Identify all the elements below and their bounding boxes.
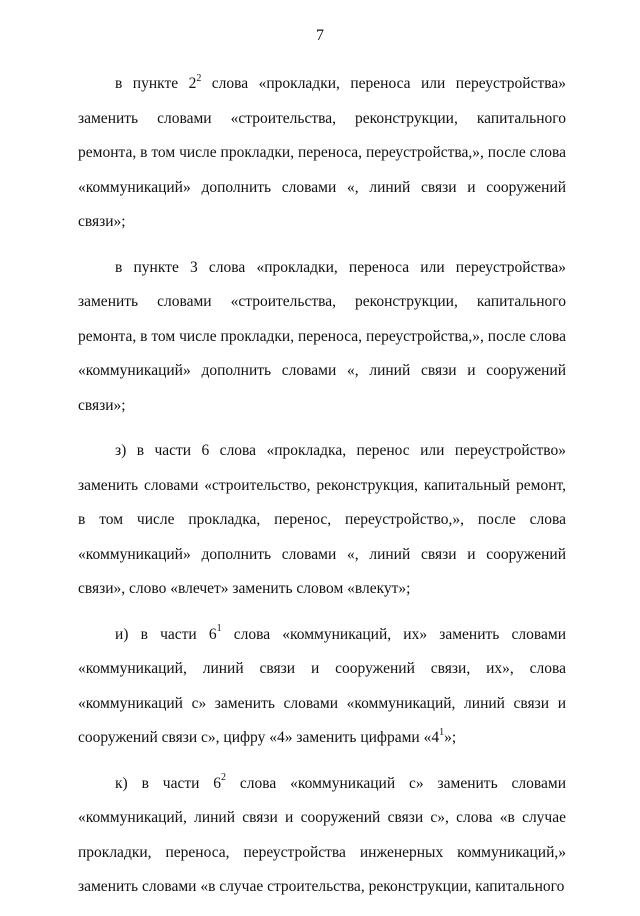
paragraph-text: в пункте 2 xyxy=(115,75,197,92)
paragraph-text: слова «коммуникаций, их» заменить словами «коммуникаций, линий связи и сооружений связи, их», слова «коммуникаций с» заменить словами «коммуникаций, линий связи и сооружений связи с», цифру «4» заменить цифрами «4 xyxy=(78,625,566,746)
paragraph-text: слова «прокладки, переноса или переустройства» заменить словами «строительства, реконструкции, капитального ремонта, в том числе прокладки, переноса, переустройства,», после слова «коммуникаций» дополнить словами «, линий связи и сооружений связи»; xyxy=(78,75,566,230)
superscript: 2 xyxy=(196,72,202,84)
paragraph-text: в пункте 3 слова «прокладки, переноса или переустройства» заменить словами «строительства, реконструкции, капитального ремонта, в том числе прокладки, переноса, переустройства,», после слова «коммуникаций» дополнить словами «, линий связи и сооружений связи»; xyxy=(78,258,566,414)
document-body xyxy=(78,67,566,916)
paragraph-text: к) в части 6 xyxy=(115,774,222,792)
paragraph-text: з) в части 6 слова «прокладка, перенос или переустройство» заменить словами «строительство, реконструкция, капитальный ремонт, в том числе прокладка, перенос, переустройство,», после слова «коммуникаций» дополнить словами «, линий связи и сооружений связи», слово «влечет» заменить словом «влекут»; xyxy=(78,442,566,597)
paragraph-point-3 xyxy=(78,251,566,424)
paragraph-text: и) в части 6 xyxy=(115,625,217,643)
paragraph-text: слова «коммуникаций с» заменить словами «коммуникаций, линий связи и сооружений связи с», слова «в случае прокладки, переноса, переустройства инженерных коммуникаций,» заменить словами «в случае строительства, реконструкции, капитального xyxy=(78,774,566,895)
superscript: 1 xyxy=(439,726,445,738)
paragraph-item-i xyxy=(78,618,566,756)
paragraph-text: »; xyxy=(444,729,457,746)
paragraph-item-z xyxy=(78,434,566,607)
superscript: 2 xyxy=(221,772,227,784)
superscript: 1 xyxy=(216,623,222,635)
paragraph-point-2-2 xyxy=(78,67,566,240)
page-number: 7 xyxy=(316,27,324,44)
paragraph-item-k xyxy=(78,767,566,905)
